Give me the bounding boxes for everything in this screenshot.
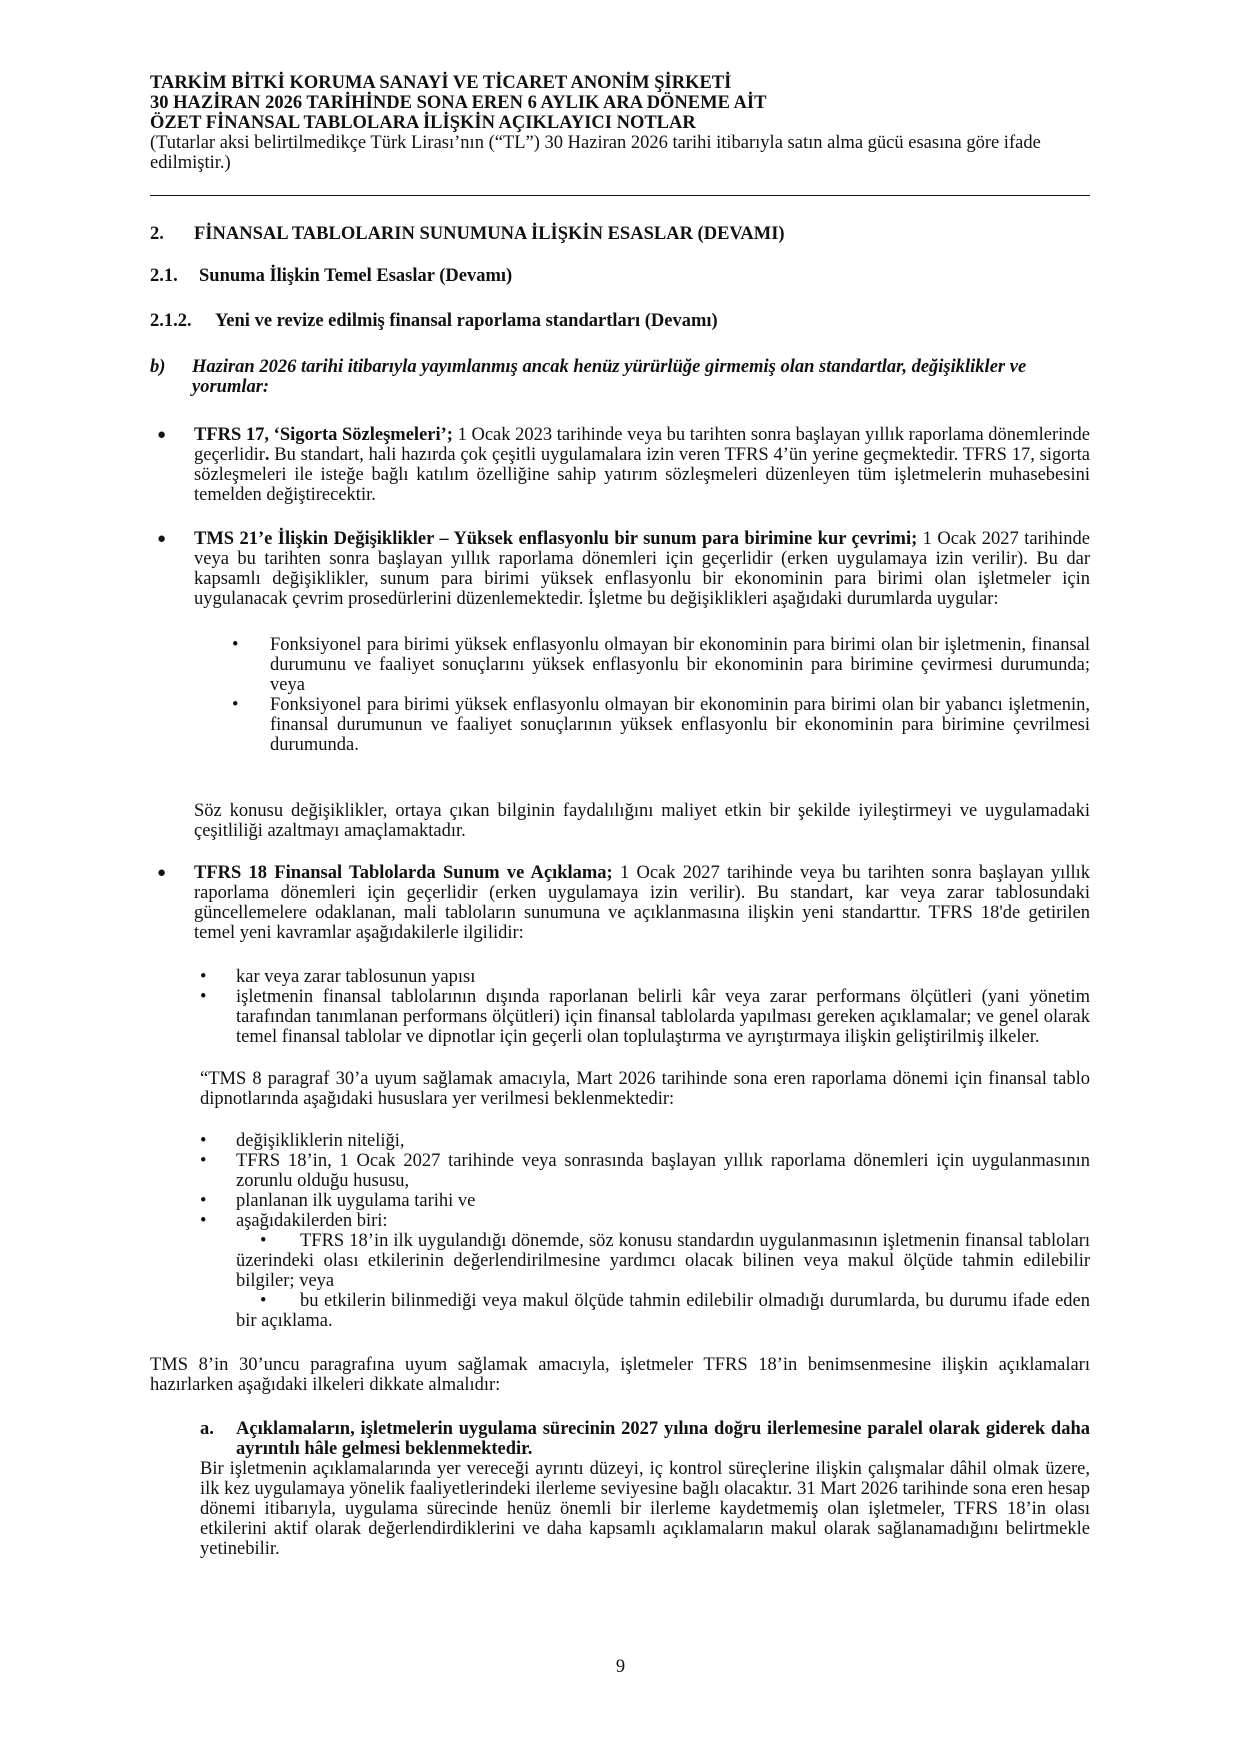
tfrs17-item [150,425,1090,505]
bullet-icon: ● [157,865,167,881]
item-a-label: a. [200,1419,214,1439]
tfrs18-list-3 [200,1191,1090,1211]
tfrs17-dot: . [264,445,270,465]
sub-bullet-icon: • [260,1291,267,1311]
sub-bullet-icon: • [200,1211,207,1231]
tfrs18-list-3-text: planlanan ilk uygulama tarihi ve [236,1191,476,1211]
tms21-item [150,529,1090,609]
tms21-sub-2-text: Fonksiyonel para birimi yüksek enflasyonlu olmayan bir ekonominin para birimi olan bir yabancı işletmenin, finansal durumunun ve faaliyet sonuçlarının yüksek enflasyonlu bir ekonominin para birimine çevrilmesi durumunda. [270,695,1090,755]
tfrs18-list-1 [200,1131,1090,1151]
tms21-sub-1 [232,635,1090,695]
sub-bullet-icon: • [232,695,239,715]
sub-bullet-icon: • [200,967,207,987]
tfrs18-list-4 [200,1211,1090,1231]
tfrs17-title: TFRS 17, ‘Sigorta Sözleşmeleri’; [194,425,453,445]
tfrs17-text-2: Bu standart, hali hazırda çok çeşitli uygulamalara izin veren TFRS 4’ün yerine geçmektedir. TFRS 17, sigorta sözleşmeleri ile isteğe bağlı katılım özelliğine sahip yatırım sözleşmeleri düzenleyen tüm işletmelerin muhasebesini temelden değiştirecektir. [194,445,1090,505]
tms21-sub-2 [232,695,1090,755]
tfrs18-sub-1 [200,967,1090,987]
tfrs18-list-2 [200,1151,1090,1191]
item-b-heading [150,357,1090,397]
item-b-label: b) [150,357,166,377]
tfrs18-list-4a [236,1231,1090,1291]
subsubsection-heading [150,311,1090,331]
subsection-title: Sunuma İlişkin Temel Esaslar (Devamı) [199,266,513,286]
tfrs17-text: 1 Ocak 2023 tarihinde veya bu tarihten sonra başlayan yıllık raporlama dönemlerinde geçerlidir [194,425,1090,465]
subsection-heading [150,266,1090,286]
header-rule [150,195,1090,196]
document-body [150,224,1090,1559]
section-title: FİNANSAL TABLOLARIN SUNUMUNA İLİŞKİN ESASLAR (DEVAMI) [194,224,785,244]
company-name: TARKİM BİTKİ KORUMA SANAYİ VE TİCARET ANONİM ŞİRKETİ [150,73,732,93]
sub-bullet-icon: • [200,1191,207,1211]
sub-bullet-icon: • [200,1151,207,1171]
tms21-sub-1-text: Fonksiyonel para birimi yüksek enflasyonlu olmayan bir ekonominin para birimi olan bir işletmenin, finansal durumunu ve faaliyet sonuçlarını yüksek enflasyonlu bir ekonominin para birimine çevirmesi durumunda; veya [270,635,1090,695]
tfrs18-sub-2-text: işletmenin finansal tablolarının dışında raporlanan belirli kâr veya zarar performans ölçütleri (yani yönetim tarafından tanımlanan performans ölçütleri) için finansal tablolarda yapılması gereken açıklamalar; ve genel olarak temel finansal tablolar ve dipnotlar için geçerli olan toplulaştırma ve ayrıştırmaya ilişkin geliştirilmiş ilkeler. [236,987,1090,1047]
tfrs18-title: TFRS 18 Finansal Tablolarda Sunum ve Açıklama; [194,863,613,883]
report-period: 30 HAZİRAN 2026 TARİHİNDE SONA EREN 6 AYLIK ARA DÖNEME AİT [150,93,767,113]
tfrs18-sub-2 [200,987,1090,1047]
subsubsection-title: Yeni ve revize edilmiş finansal raporlama standartları (Devamı) [215,311,718,331]
page-number: 9 [615,1657,626,1677]
tfrs18-sub-1-text: kar veya zarar tablosunun yapısı [236,967,476,987]
currency-note: (Tutarlar aksi belirtilmedikçe Türk Lirası’nın (“TL”) 30 Haziran 2026 tarihi itibarıyla satın alma gücü esasına göre ifade edilmiştir.) [150,133,1041,173]
sub-bullet-icon: • [200,987,207,1007]
item-a-title: Açıklamaların, işletmelerin uygulama sürecinin 2027 yılına doğru ilerlemesine paralel olarak giderek daha ayrıntılı hâle gelmesi beklenmektedir. [236,1419,1090,1459]
tms8-paragraph: TMS 8’in 30’uncu paragrafına uyum sağlamak amacıyla, işletmeler TFRS 18’in benimsenmesine ilişkin açıklamaları hazırlarken aşağıdaki ilkeleri dikkate almalıdır: [150,1355,1090,1395]
section-heading [150,224,1090,244]
item-a-text: Bir işletmenin açıklamalarında yer vereceği ayrıntı düzeyi, iç kontrol süreçlerine ilişkin çalışmalar dâhil olmak üzere, ilk kez uygulamaya yönelik faaliyetlerindeki ilerleme seviyesine bağlı olacaktır. 31 Mart 2026 tarihinde sona eren hesap dönemi itibarıyla, uygulama sürecinde henüz önemli bir ilerleme kaydetmemiş olan işletmeler, TFRS 18’in olası etkilerini aktif olarak değerlendirdiklerini ve daha kapsamlı açıklamaların makul olarak sağlanamadığını belirtmekle yetinebilir. [200,1459,1090,1559]
tms8-item-a [150,1419,1090,1459]
tms21-title: TMS 21’e İlişkin Değişiklikler – Yüksek enflasyonlu bir sunum para birimine kur çevrimi; [194,529,918,549]
tfrs18-text: 1 Ocak 2027 tarihinde veya bu tarihten sonra başlayan yıllık raporlama dönemleri için geçerlidir (erken uygulamaya izin verilir). Bu standart, kar veya zarar tablosundaki güncellemelere odaklanan, mali tabloların sunumuna ve açıklanmasına ilişkin yeni standarttır. TFRS 18'de getirilen temel yeni kavramlar aşağıdakilerle ilgilidir: [194,863,1090,943]
tfrs18-item [150,863,1090,943]
section-number: 2. [150,224,164,244]
subsection-number: 2.1. [150,266,178,286]
sub-bullet-icon: • [200,1131,207,1151]
tfrs18-list-4-text: aşağıdakilerden biri: [236,1211,388,1231]
tfrs18-list-4b [236,1291,1090,1331]
sub-bullet-icon: • [260,1231,267,1251]
tfrs18-list-1-text: değişikliklerin niteliği, [236,1131,405,1151]
bullet-icon: ● [157,427,167,443]
tfrs18-list-2-text: TFRS 18’in, 1 Ocak 2027 tarihinde veya sonrasında başlayan yıllık raporlama dönemleri için uygulanmasının zorunlu olduğu hususu, [236,1151,1090,1191]
report-title: ÖZET FİNANSAL TABLOLARA İLİŞKİN AÇIKLAYICI NOTLAR [150,113,696,133]
tms8-expectation-paragraph: “TMS 8 paragraf 30’a uyum sağlamak amacıyla, Mart 2026 tarihinde sona eren raporlama dönemi için finansal tablo dipnotlarında aşağıdaki hususlara yer verilmesi beklenmektedir: [200,1069,1090,1109]
bullet-icon: ● [157,531,167,547]
item-b-title: Haziran 2026 tarihi itibarıyla yayımlanmış ancak henüz yürürlüğe girmemiş olan standartlar, değişiklikler ve yorumlar: [192,357,1027,397]
subsubsection-number: 2.1.2. [150,311,192,331]
tms21-closing: Söz konusu değişiklikler, ortaya çıkan bilginin faydalılığını maliyet etkin bir şekilde iyileştirmeyi ve uygulamadaki çeşitliliği azaltmayı amaçlamaktadır. [194,801,1090,841]
page-header [150,73,1090,173]
tfrs18-list-4b-text: bu etkilerin bilinmediği veya makul ölçüde tahmin edilebilir olmadığı durumlarda, bu durumu ifade eden bir açıklama. [236,1291,1090,1331]
sub-bullet-icon: • [232,635,239,655]
tms21-text: 1 Ocak 2027 tarihinde veya bu tarihten sonra başlayan yıllık raporlama dönemleri için geçerlidir (erken uygulamaya izin verilir). Bu dar kapsamlı değişiklikler, sunum para birimi yüksek enflasyonlu bir ekonominin para birimi olan işletmeler için uygulanacak çevrim prosedürlerini düzenlemektedir. İşletme bu değişiklikleri aşağıdaki durumlarda uygular: [194,529,1090,609]
tfrs18-list-4a-text: TFRS 18’in ilk uygulandığı dönemde, söz konusu standardın uygulanmasının işletmenin finansal tabloları üzerindeki olası etkilerinin değerlendirilmesine yardımcı olacak bilinen veya makul ölçüde tahmin edilebilir bilgiler; veya [236,1231,1090,1291]
